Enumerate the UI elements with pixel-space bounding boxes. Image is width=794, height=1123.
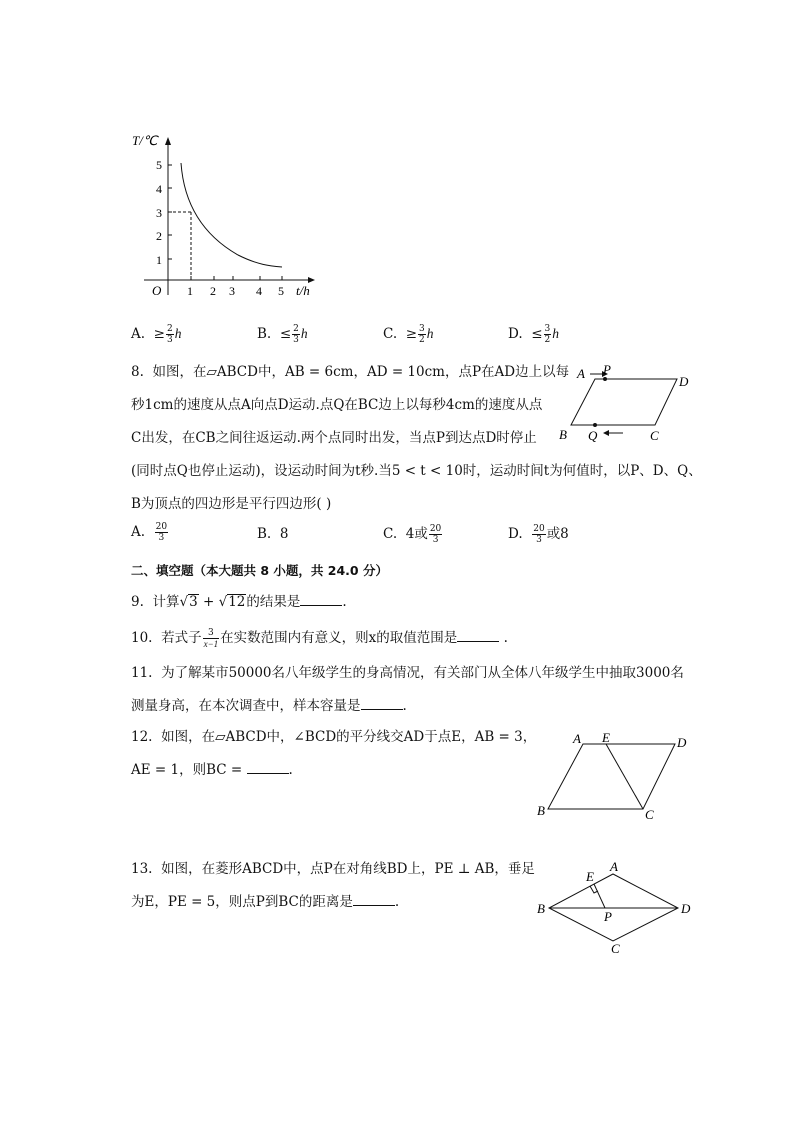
point-p: [603, 377, 607, 381]
q7-option-c: C. ≥ $\frac{3}{2}$ h: [383, 324, 434, 345]
label-q: Q: [588, 428, 598, 443]
x-axis-label: t/h: [296, 283, 310, 298]
label-c: C: [645, 807, 654, 822]
label-b: B: [537, 901, 545, 916]
q10-text: 10. 若式子 $\frac{3}{x-1}$ 在实数范围内有意义，则x的取值范围是 .: [131, 628, 508, 649]
label-c: C: [650, 428, 659, 443]
label-c: C: [611, 941, 620, 956]
y-tick-label: 1: [156, 253, 162, 267]
q8-option-b: B. 8: [257, 526, 289, 542]
q8-option-d: D. $\frac{20}{3}$ 或8: [508, 524, 569, 545]
x-tick-label: 1: [187, 284, 193, 298]
bisector-ce: [606, 744, 643, 809]
y-tick-label: 4: [156, 182, 162, 196]
q8-parallelogram-figure: [555, 362, 715, 447]
x-tick-label: 5: [278, 284, 284, 298]
label-p: P: [604, 909, 612, 924]
q11-text: 11. 为了解某市50000名八年级学生的身高情况，有关部门从全体八年级学生中抽取3000名 测量身高，在本次调查中，样本容量是 .: [131, 665, 684, 714]
label-a: A: [577, 366, 585, 381]
q7-option-d: D. ≤ $\frac{3}{2}$ h: [508, 324, 560, 345]
label-a: A: [610, 859, 618, 874]
label-b: B: [559, 427, 567, 442]
q7-option-a: A. ≥ $\frac{2}{3}$ h: [131, 324, 182, 345]
q8-option-c: C. 4或 $\frac{20}{3}$: [383, 524, 442, 545]
label-b: B: [537, 803, 545, 818]
q13-text: 13. 如图，在菱形ABCD中，点P在对角线BD上，PE ⊥ AB，垂足 为E，PE = 5，则点P到BC的距离是 .: [131, 861, 535, 910]
q12-parallelogram-figure: [533, 728, 723, 826]
origin-label: O: [152, 283, 162, 298]
q12-answer-blank[interactable]: [247, 761, 289, 774]
label-d: D: [677, 735, 687, 750]
q7-option-b: B. ≤ $\frac{2}{3}$ h: [257, 324, 308, 345]
y-tick-label: 2: [156, 229, 162, 243]
y-axis-label: T/℃: [132, 133, 158, 148]
q11-answer-blank[interactable]: [361, 697, 403, 710]
x-tick-label: 4: [256, 284, 262, 298]
label-e: E: [602, 730, 610, 745]
x-tick-label: 2: [210, 284, 216, 298]
q8-option-a: A. $\frac{20}{3}$: [131, 522, 168, 543]
q10-answer-blank[interactable]: [457, 629, 499, 642]
label-d: D: [679, 374, 689, 389]
label-p: P: [603, 362, 611, 377]
label-e: E: [586, 869, 594, 884]
section-heading: 二、填空题（本大题共 8 小题，共 24.0 分）: [131, 563, 388, 578]
q13-answer-blank[interactable]: [353, 893, 395, 906]
temperature-time-graph: [128, 125, 328, 305]
y-tick-label: 3: [156, 206, 162, 220]
perpendicular-pe: [594, 884, 605, 908]
q13-rhombus-figure: [533, 855, 703, 960]
q12-text: 12. 如图，在▱ABCD中，∠BCD的平分线交AD于点E，AB = 3， AE = 1，则BC = .: [131, 729, 537, 778]
label-d: D: [681, 901, 691, 916]
parallelogram-abcd: [571, 379, 677, 425]
q9-text: 9. 计算√3 + √12的结果是 .: [131, 594, 347, 610]
q8-text: 8. 如图，在▱ABCD中，AB = 6cm，AD = 10cm，点P在AD边上以每 秒1cm的速度从点A向点D运动.点Q在BC边上以每秒4cm的速度从点 C出发，在CB之间往返运动.两个点同时出发，当点P到达点D时停止 (同时点Q也停止运动)，设运动时间为t秒.当5 < t < 10时，运动时间t为何值时，以P、D、Q、 B为顶点的四边形是平行四边形( ): [131, 364, 702, 512]
label-a: A: [573, 731, 581, 746]
point-q: [593, 423, 597, 427]
y-tick-label: 5: [156, 158, 162, 172]
x-tick-label: 3: [229, 284, 235, 298]
y-axis-arrow-icon: [165, 137, 171, 145]
q9-answer-blank[interactable]: [300, 593, 342, 606]
cooling-curve: [181, 163, 282, 267]
arrow-q-head-icon: [603, 430, 609, 436]
